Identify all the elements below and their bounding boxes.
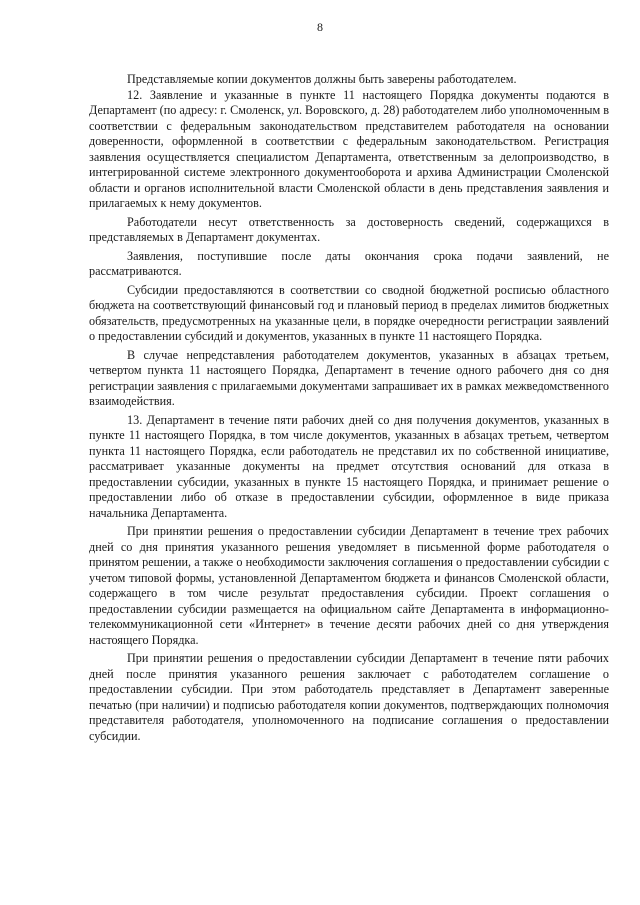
paragraph-late-applications: Заявления, поступившие после даты окончания срока подачи заявлений, не рассматриваются. (89, 248, 609, 278)
paragraph-interagency-request: В случае непредставления работодателем документов, указанных в абзацах третьем, четвертом пункта 11 настоящего Порядка, Департамент в течение одного рабочего дня со дня регистрации заявления с прилагаемыми документами запрашивает их в рамках межведомственного взаимодействия. (89, 347, 609, 408)
paragraph-copies-certified: Представляемые копии документов должны быть заверены работодателем. (127, 72, 517, 86)
page-number: 8 (317, 20, 323, 34)
paragraph-decision-notification: При принятии решения о предоставлении субсидии Департамент в течение трех рабочих дней со дня принятия указанного решения уведомляет в письменной форме работодателя о принятом решении, а также о необходимости заключения соглашения о предоставлении субсидии с учетом типовой формы, установленной Департаментом бюджета и финансов Смоленской области, содержащего в том числе результат предоставления субсидии. Проект соглашения о предоставлении субсидии размещается на официальном сайте Департамента в информационно-телекоммуникационной сети «Интернет» в течение десяти рабочих дней со дня утверждения настоящего Порядка. (89, 524, 609, 647)
paragraph-subsidy-allocation: Субсидии предоставляются в соответствии со сводной бюджетной росписью областного бюджета на соответствующий финансовый год и плановый период в пределах лимитов бюджетных обязательств, предусмотренных на указанные цели, в порядке очередности регистрации заявлений о предоставлении субсидий и документов, указанных в пункте 11 настоящего Порядка. (89, 282, 609, 343)
document-body (89, 72, 609, 744)
paragraph-employer-responsibility: Работодатели несут ответственность за достоверность сведений, содержащихся в представляемых в Департамент документах. (89, 214, 609, 244)
paragraph-item-12: 12. Заявление и указанные в пункте 11 настоящего Порядка документы подаются в Департамент (по адресу: г. Смоленск, ул. Воровского, д. 28) работодателем либо уполномоченным в соответствии с федеральным законодательством представителем работодателя на основании доверенности, оформленной в соответствии с федеральным законодательством. Регистрация заявления осуществляется специалистом Департамента, ответственным за делопроизводство, в интегрированной системе электронного документооборота и архива Администрации Смоленской области и органов исполнительной власти Смоленской области в день представления заявления и прилагаемых к нему документов. (89, 87, 609, 210)
paragraph-agreement-conclusion: При принятии решения о предоставлении субсидии Департамент в течение пяти рабочих дней после принятия указанного решения заключает с работодателем соглашение о предоставлении субсидии. При этом работодатель представляет в Департамент заверенные печатью (при наличии) и подписью работодателя копии документов, подтверждающих полномочия представителя работодателя, уполномоченного на подписание соглашения о предоставлении субсидии. (89, 651, 609, 743)
paragraph-item-13: 13. Департамент в течение пяти рабочих дней со дня получения документов, указанных в пункте 11 настоящего Порядка, в том числе документов, указанных в абзацах третьем, четвертом пункта 11 настоящего Порядка, если работодатель не представил их по собственной инициативе, рассматривает указанные документы на предмет отсутствия оснований для отказа в предоставлении субсидии, указанных в пункте 15 настоящего Порядка, и принимает решение о предоставлении либо об отказе в предоставлении субсидии, оформленное в виде приказа начальника Департамента. (89, 412, 609, 520)
